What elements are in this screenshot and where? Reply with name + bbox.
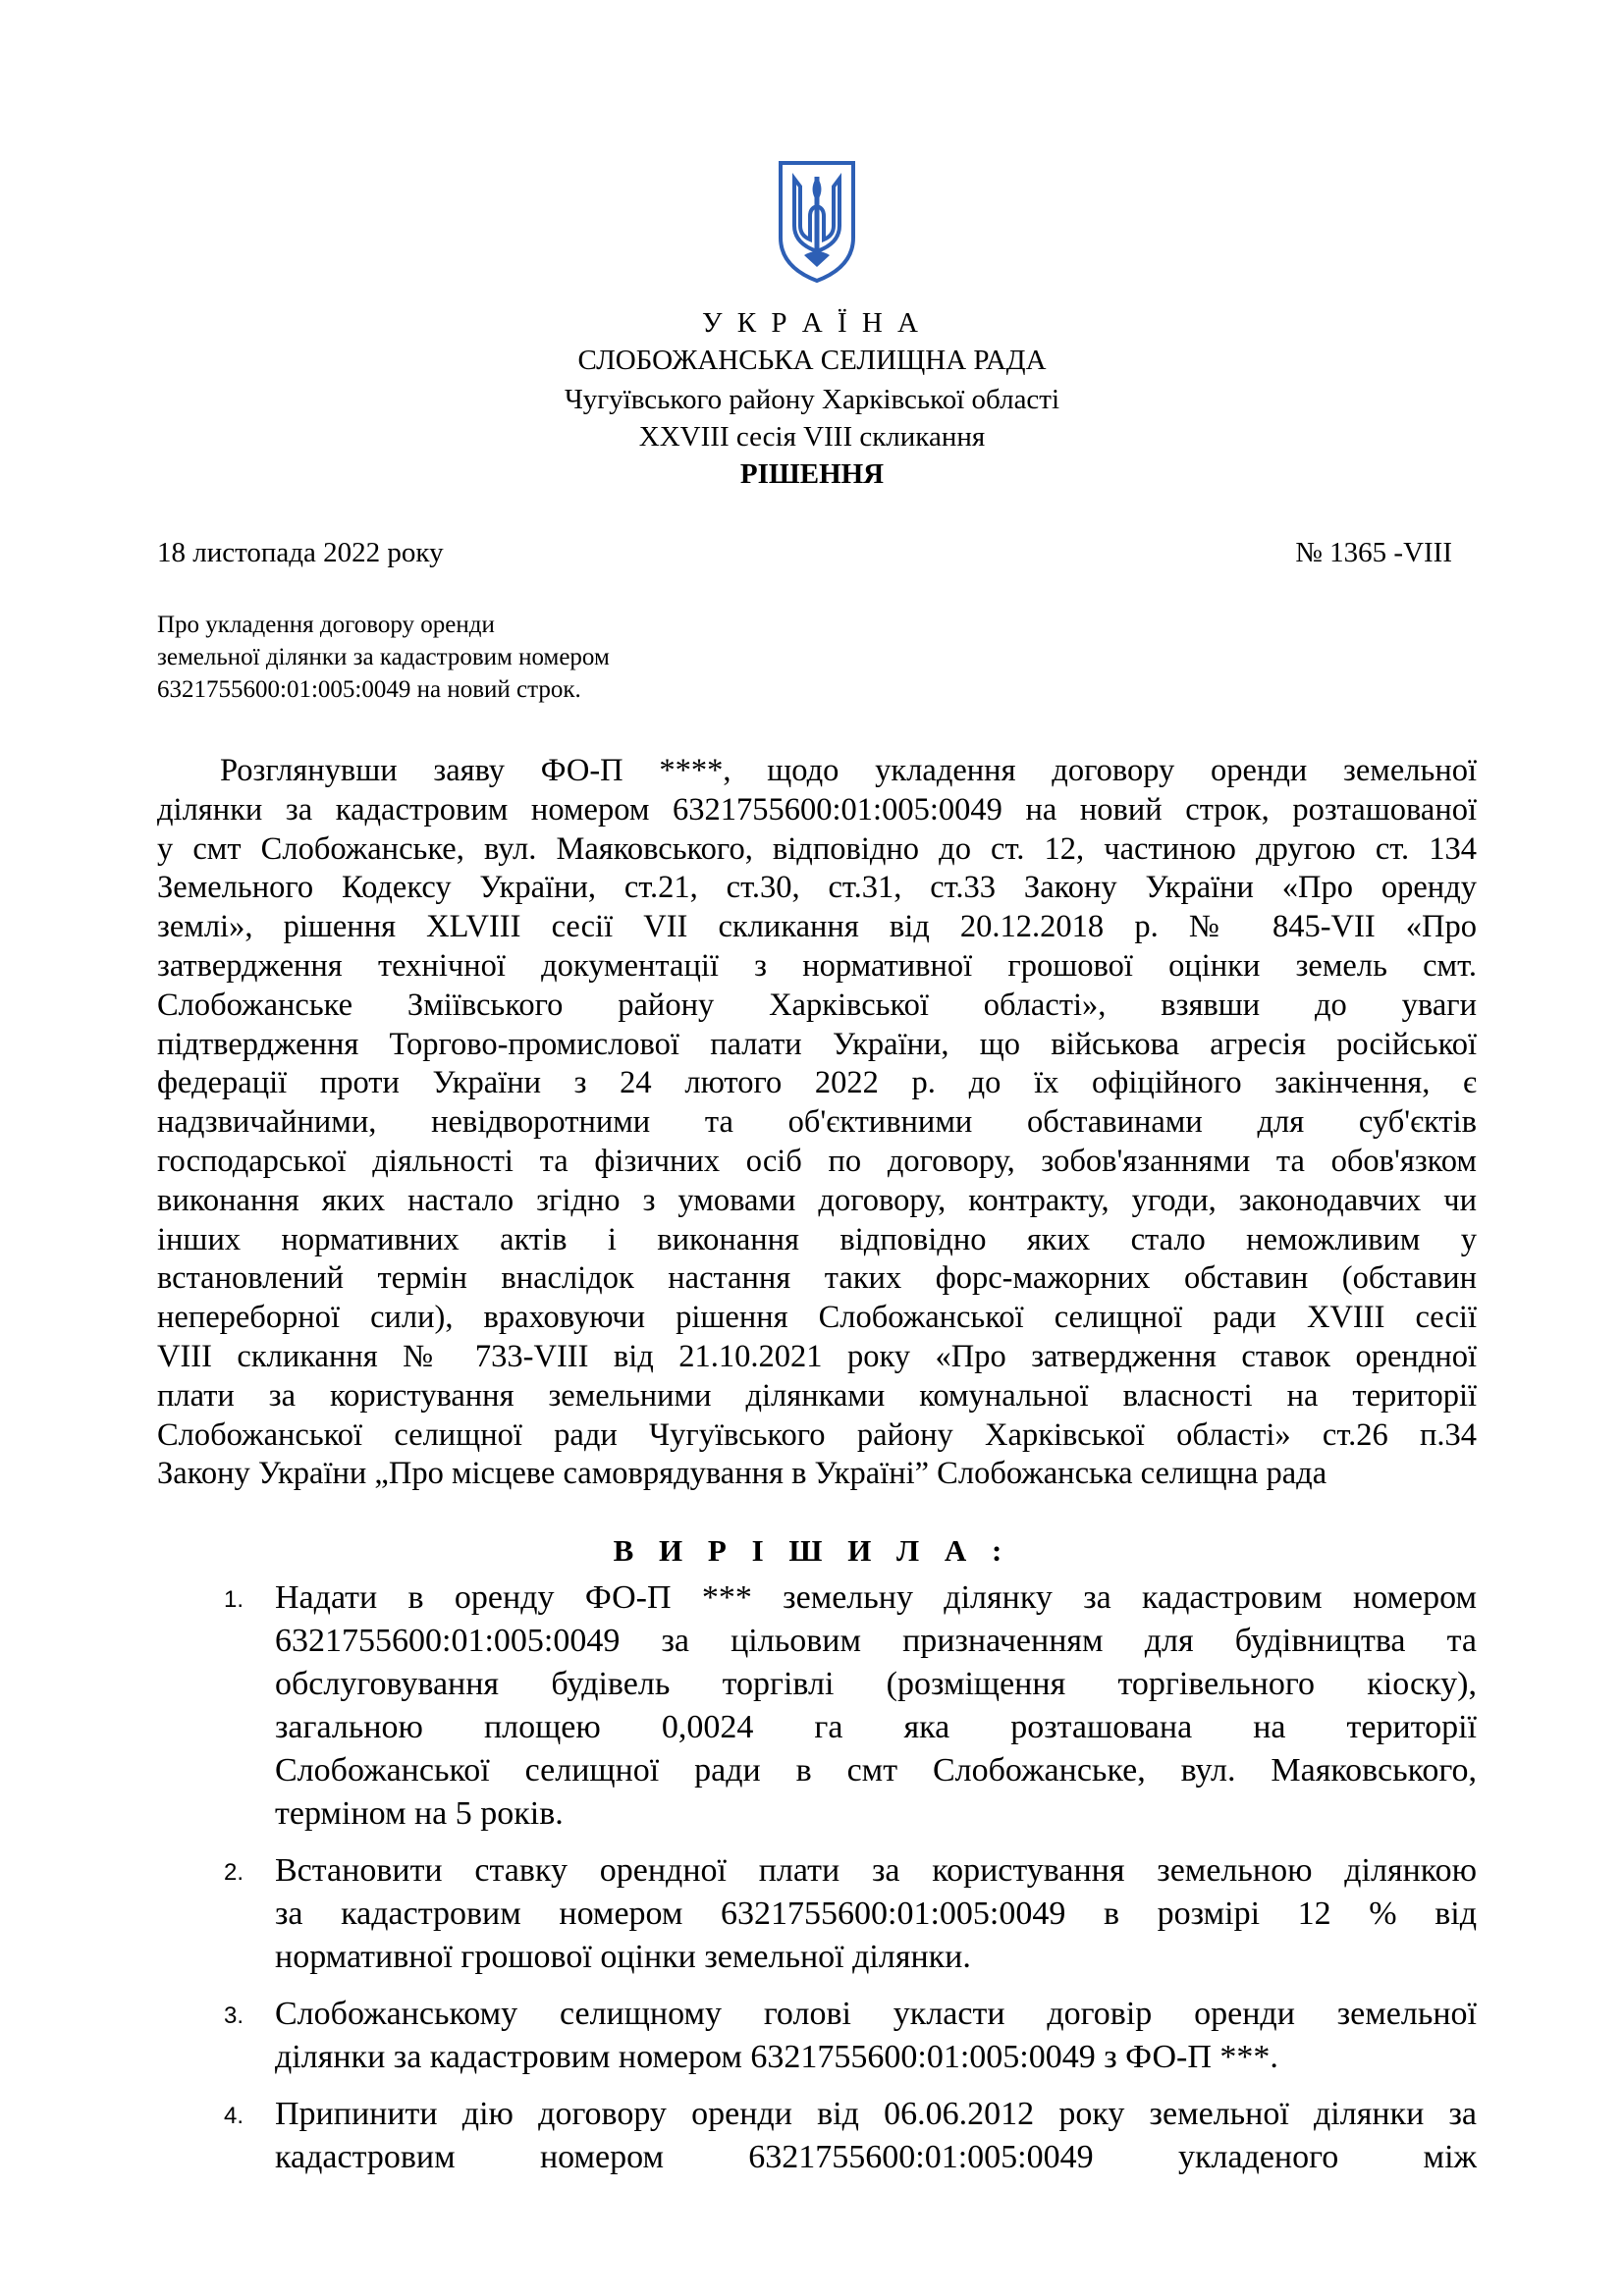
paragraph-line: Слобожанське Зміївського району Харківської області», взявши до уваги <box>157 987 1477 1023</box>
paragraph-line: надзвичайними, невідворотними та об'єктивними обставинами для суб'єктів <box>157 1104 1477 1141</box>
district-line: Чугуївського району Харківської області <box>564 384 1060 415</box>
list-item-line: Припинити дію договору оренди від 06.06.2012 року земельної ділянки за <box>275 2096 1477 2132</box>
list-item-line: загальною площею 0,0024 га яка розташована на території <box>275 1709 1477 1745</box>
list-item-line: терміном на 5 років. <box>275 1795 564 1832</box>
paragraph-line: підтвердження Торгово-промислової палати України, що військова агресія російської <box>157 1026 1477 1062</box>
subject-line: земельної ділянки за кадастровим номером <box>157 644 610 670</box>
paragraph-line: Земельного Кодексу України, ст.21, ст.30, ст.31, ст.33 Закону України «Про оренду <box>157 870 1477 906</box>
list-item-line: за кадастровим номером 6321755600:01:005:0049 в розмірі 12 % від <box>275 1896 1477 1932</box>
resolution-list <box>157 1576 1477 2193</box>
paragraph-line: землі», рішення XLVIII сесії VII скликання від 20.12.2018 р. № 845-VII «Про <box>157 909 1477 945</box>
paragraph-line: федерації проти України з 24 лютого 2022 р. до їх офіційного закінчення, є <box>157 1065 1477 1101</box>
subject-line: 6321755600:01:005:0049 на новий строк. <box>157 676 581 703</box>
list-item-number: 3. <box>224 2002 244 2029</box>
session-line: XXVIII сесія VIII скликання <box>638 421 986 453</box>
list-item-line: Слобожанської селищної ради в смт Слобожанське, вул. Маяковського, <box>275 1752 1477 1789</box>
coat-of-arms-icon <box>775 157 859 285</box>
list-item-line: кадастровим номером 6321755600:01:005:0049 укладеного між <box>275 2139 1477 2175</box>
list-item-number: 1. <box>224 1586 244 1613</box>
preamble-paragraph <box>157 752 1477 1494</box>
list-item-line: обслуговування будівель торгівлі (розміщення торгівельного кіоску), <box>275 1666 1477 1702</box>
paragraph-line: плати за користування земельними ділянками комунальної власності на території <box>157 1377 1477 1414</box>
paragraph-line: Слобожанської селищної ради Чугуївського району Харківської області» ст.26 п.34 <box>157 1416 1477 1453</box>
paragraph-line: VIII скликання № 733-VIII від 21.10.2021 року «Про затвердження ставок орендної <box>157 1338 1477 1374</box>
list-item <box>157 1849 1477 1979</box>
decision-number: № 1365 -VIII <box>1295 537 1452 568</box>
list-item-number: 2. <box>224 1859 244 1886</box>
decision-date: 18 листопада 2022 року <box>157 537 444 568</box>
paragraph-line: виконання яких настало згідно з умовами договору, контракту, угоди, законодавчих чи <box>157 1182 1477 1218</box>
decision-title: РІШЕННЯ <box>739 458 885 490</box>
paragraph-line: встановлений термін внаслідок настання таких форс-мажорних обставин (обставин <box>157 1260 1477 1297</box>
paragraph-line: непереборної сили), враховуючи рішення Слобожанської селищної ради XVIII сесії <box>157 1300 1477 1336</box>
list-item <box>157 1576 1477 1836</box>
list-item-line: ділянки за кадастровим номером 6321755600:01:005:0049 з ФО-П ***. <box>275 2039 1278 2075</box>
subject-block <box>157 609 610 706</box>
council-title: СЛОБОЖАНСЬКА СЕЛИЩНА РАДА <box>577 345 1047 376</box>
list-item-line: Надати в оренду ФО-П *** земельну ділянку за кадастровим номером <box>275 1579 1477 1616</box>
paragraph-line: інших нормативних актів і виконання відповідно яких стало неможливим у <box>157 1221 1477 1257</box>
paragraph-line: ділянки за кадастровим номером 6321755600:01:005:0049 на новий строк, розташованої <box>157 791 1477 828</box>
list-item-line: Слобожанському селищному голові укласти договір оренди земельної <box>275 1996 1477 2032</box>
country-title: У К Р А Ї Н А <box>702 307 922 339</box>
list-item-number: 4. <box>224 2103 244 2129</box>
paragraph-line: у смт Слобожанське, вул. Маяковського, відповідно до ст. 12, частиною другою ст. 134 <box>157 830 1477 867</box>
resolved-heading: В И Р І Ш И Л А : <box>613 1533 1011 1568</box>
list-item <box>157 1993 1477 2079</box>
paragraph-line: господарської діяльності та фізичних осіб по договору, зобов'язаннями та обов'язком <box>157 1143 1477 1179</box>
paragraph-line: Закону України „Про місцеве самоврядування в Україні” Слобожанська селищна рада <box>157 1456 1327 1492</box>
paragraph-line: затвердження технічної документації з нормативної грошової оцінки земель смт. <box>157 947 1477 984</box>
list-item-line: нормативної грошової оцінки земельної ділянки. <box>275 1939 971 1975</box>
paragraph-line: Розглянувши заяву ФО-П ****, щодо укладення договору оренди земельної <box>220 753 1477 788</box>
list-item <box>157 2093 1477 2179</box>
list-item-line: 6321755600:01:005:0049 за цільовим призначенням для будівництва та <box>275 1623 1477 1659</box>
subject-line: Про укладення договору оренди <box>157 612 495 638</box>
list-item-line: Встановити ставку орендної плати за користування земельною ділянкою <box>275 1852 1477 1889</box>
